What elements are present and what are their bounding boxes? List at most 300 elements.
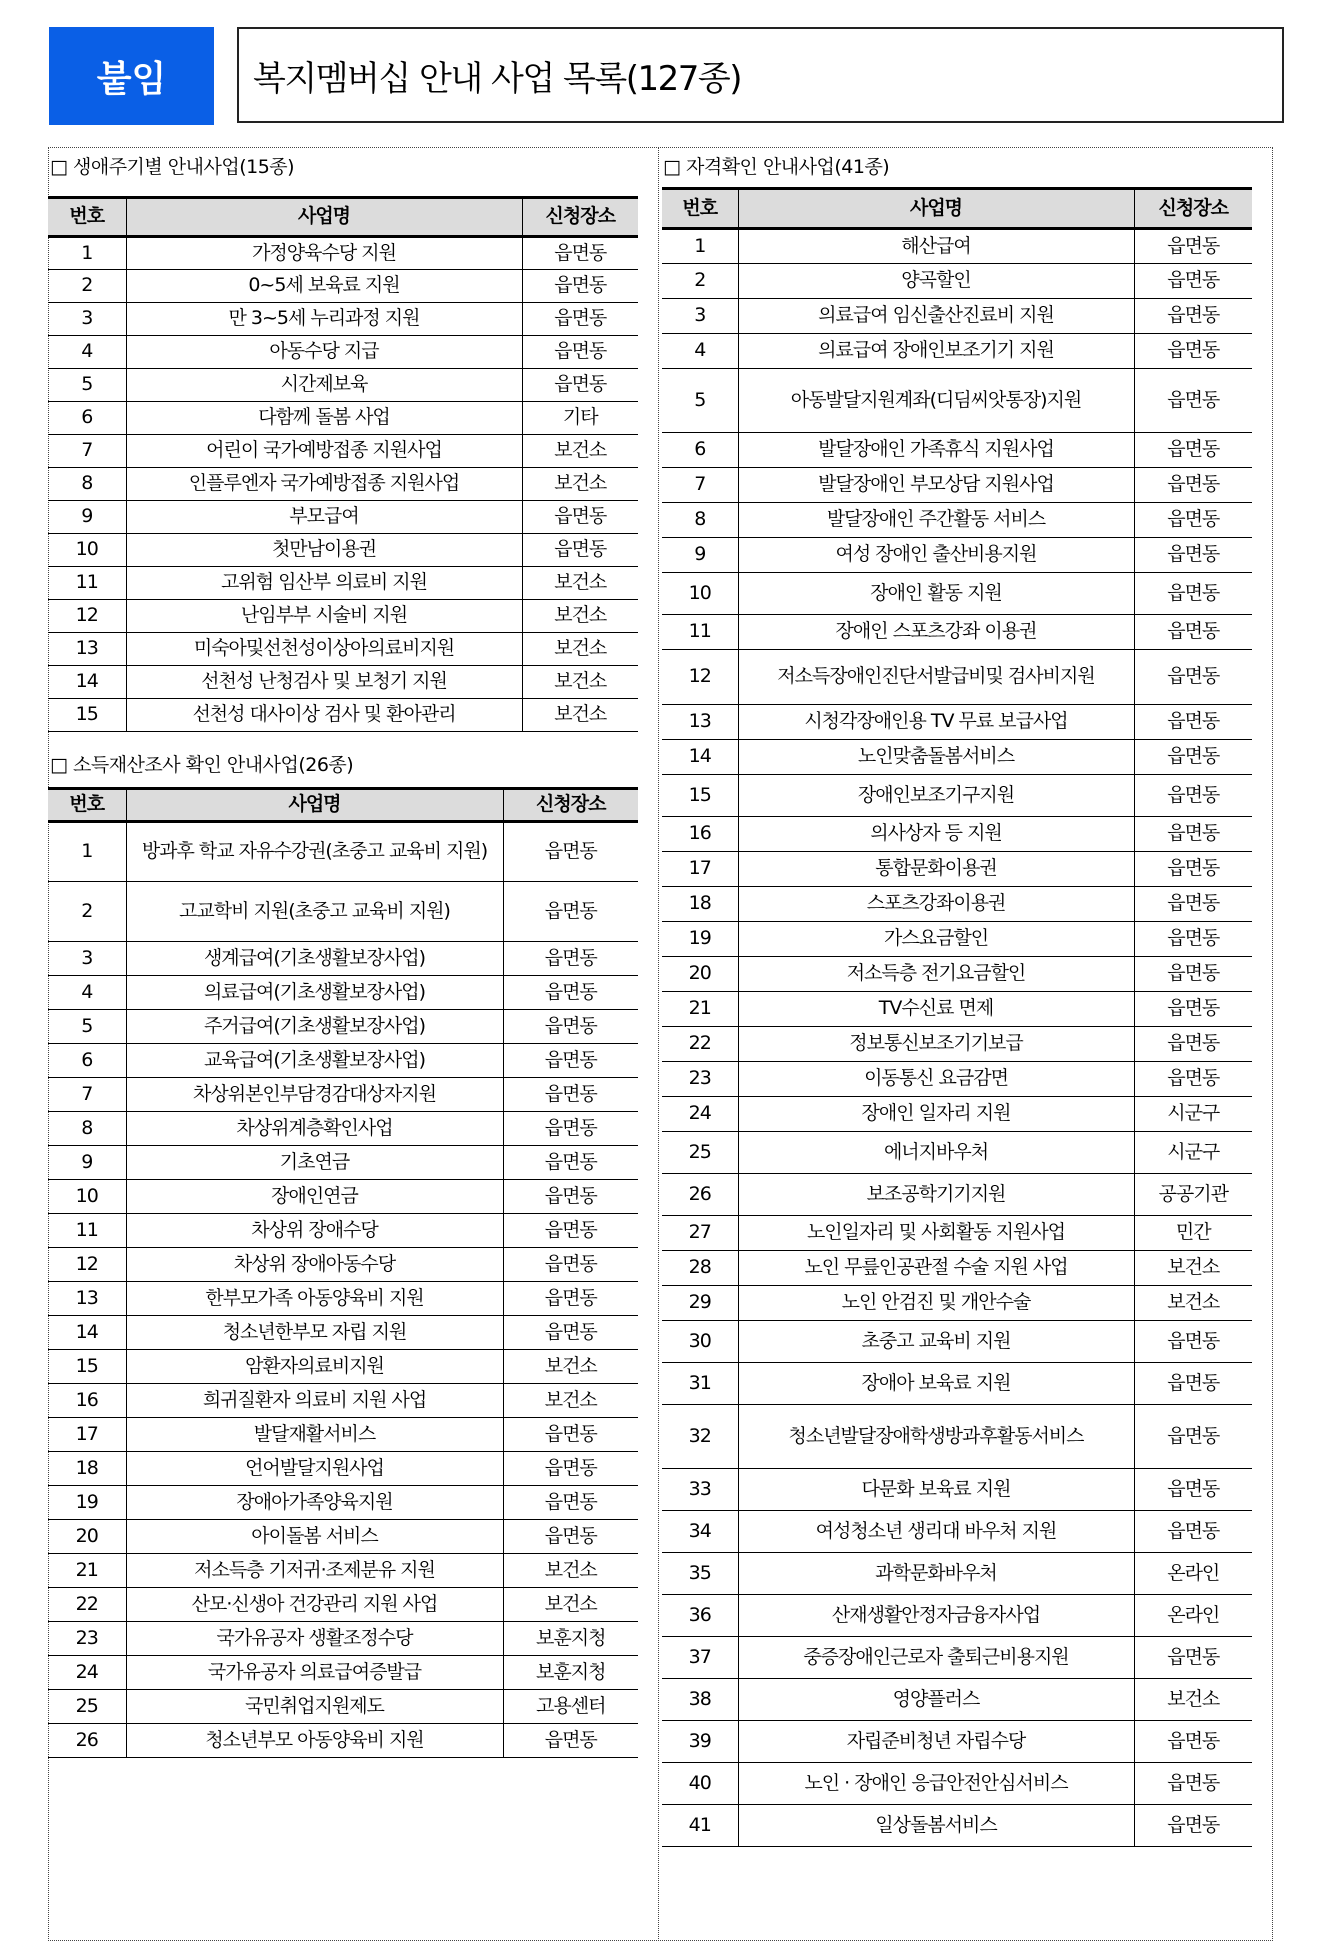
cell-name: 산모·신생아 건강관리 지원 사업 (126, 1588, 503, 1622)
table-row (48, 1384, 638, 1418)
table-row (48, 1350, 638, 1384)
cell-name: 난임부부 시술비 지원 (126, 600, 522, 633)
table-row (662, 1469, 1252, 1511)
cell-place: 보건소 (522, 435, 638, 468)
cell-place: 읍면동 (503, 1044, 638, 1078)
cell-name: 이동통신 요금감면 (738, 1062, 1134, 1097)
cell-no: 20 (48, 1520, 126, 1554)
cell-place: 읍면동 (1134, 229, 1252, 264)
cell-name: 여성 장애인 출산비용지원 (738, 538, 1134, 573)
table-row (48, 1044, 638, 1078)
cell-name: 노인 · 장애인 응급안전안심서비스 (738, 1763, 1134, 1805)
table-row (48, 468, 638, 501)
cell-place: 읍면동 (503, 1724, 638, 1758)
cell-place: 읍면동 (503, 1452, 638, 1486)
cell-name: 해산급여 (738, 229, 1134, 264)
cell-name: 아이돌봄 서비스 (126, 1520, 503, 1554)
table-row (48, 237, 638, 270)
cell-name: TV수신료 면제 (738, 992, 1134, 1027)
cell-no: 34 (662, 1511, 738, 1553)
table-row (48, 1214, 638, 1248)
cell-no: 4 (662, 334, 738, 369)
cell-place: 읍면동 (1134, 1363, 1252, 1405)
cell-no: 13 (48, 633, 126, 666)
income-table (48, 787, 638, 1758)
table-row (48, 666, 638, 699)
cell-name: 한부모가족 아동양육비 지원 (126, 1282, 503, 1316)
cell-name: 장애인 활동 지원 (738, 573, 1134, 615)
cell-name: 기초연금 (126, 1146, 503, 1180)
cell-place: 읍면동 (1134, 705, 1252, 740)
cell-no: 22 (48, 1588, 126, 1622)
cell-place: 고용센터 (503, 1690, 638, 1724)
cell-place: 보건소 (522, 633, 638, 666)
cell-place: 읍면동 (522, 270, 638, 303)
cell-name: 영양플러스 (738, 1679, 1134, 1721)
cell-place: 읍면동 (522, 501, 638, 534)
table-row (662, 1321, 1252, 1363)
table-row (662, 229, 1252, 264)
table-row (662, 775, 1252, 817)
cell-place: 보훈지청 (503, 1656, 638, 1690)
cell-place: 읍면동 (503, 1248, 638, 1282)
table-row (662, 369, 1252, 433)
table-row (48, 501, 638, 534)
cell-place: 보건소 (522, 567, 638, 600)
table-row (48, 1248, 638, 1282)
cell-no: 1 (48, 822, 126, 882)
cell-name: 의료급여 장애인보조기기 지원 (738, 334, 1134, 369)
cell-no: 14 (48, 1316, 126, 1350)
cell-no: 10 (662, 573, 738, 615)
table-row (662, 1363, 1252, 1405)
cell-no: 26 (662, 1174, 738, 1216)
cell-no: 14 (662, 740, 738, 775)
table-row (48, 1146, 638, 1180)
cell-place: 읍면동 (503, 976, 638, 1010)
cell-name: 방과후 학교 자유수강권(초중고 교육비 지원) (126, 822, 503, 882)
cell-name: 암환자의료비지원 (126, 1350, 503, 1384)
cell-name: 장애인 스포츠강좌 이용권 (738, 615, 1134, 650)
cell-no: 20 (662, 957, 738, 992)
table-row (662, 299, 1252, 334)
cell-no: 15 (662, 775, 738, 817)
cell-no: 6 (662, 433, 738, 468)
table-row (48, 600, 638, 633)
table-row (662, 1286, 1252, 1321)
cell-place: 보건소 (1134, 1679, 1252, 1721)
cell-place: 읍면동 (1134, 573, 1252, 615)
table-row (48, 1690, 638, 1724)
cell-place: 보건소 (1134, 1286, 1252, 1321)
cell-place: 민간 (1134, 1216, 1252, 1251)
cell-place: 읍면동 (1134, 1321, 1252, 1363)
cell-place: 읍면동 (503, 1214, 638, 1248)
table-row (48, 633, 638, 666)
cell-no: 16 (48, 1384, 126, 1418)
cell-no: 6 (48, 1044, 126, 1078)
cell-name: 다함께 돌봄 사업 (126, 402, 522, 435)
cell-no: 5 (48, 1010, 126, 1044)
table-row (48, 882, 638, 942)
col-header-no: 번호 (48, 198, 126, 237)
table-row (662, 1679, 1252, 1721)
column-divider (658, 147, 659, 1941)
table-row (48, 1112, 638, 1146)
cell-place: 읍면동 (503, 1180, 638, 1214)
cell-no: 2 (662, 264, 738, 299)
cell-no: 7 (48, 435, 126, 468)
cell-place: 읍면동 (1134, 334, 1252, 369)
cell-place: 시군구 (1134, 1132, 1252, 1174)
cell-name: 양곡할인 (738, 264, 1134, 299)
cell-name: 청소년부모 아동양육비 지원 (126, 1724, 503, 1758)
cell-no: 36 (662, 1595, 738, 1637)
cell-place: 읍면동 (1134, 369, 1252, 433)
table-row (662, 615, 1252, 650)
col-header-place: 신청장소 (1134, 189, 1252, 229)
table-row (48, 942, 638, 976)
table-row (662, 817, 1252, 852)
cell-no: 21 (662, 992, 738, 1027)
cell-place: 읍면동 (1134, 433, 1252, 468)
cell-no: 24 (662, 1097, 738, 1132)
cell-no: 15 (48, 699, 126, 732)
cell-place: 읍면동 (522, 336, 638, 369)
table-row (48, 1078, 638, 1112)
cell-no: 23 (662, 1062, 738, 1097)
table-row (48, 1452, 638, 1486)
cell-name: 노인 안검진 및 개안수술 (738, 1286, 1134, 1321)
cell-place: 읍면동 (1134, 1721, 1252, 1763)
cell-name: 장애인 일자리 지원 (738, 1097, 1134, 1132)
cell-name: 노인일자리 및 사회활동 지원사업 (738, 1216, 1134, 1251)
table-row (662, 1763, 1252, 1805)
cell-name: 중증장애인근로자 출퇴근비용지원 (738, 1637, 1134, 1679)
cell-name: 시청각장애인용 TV 무료 보급사업 (738, 705, 1134, 740)
cell-name: 노인맞춤돌봄서비스 (738, 740, 1134, 775)
cell-name: 선천성 대사이상 검사 및 환아관리 (126, 699, 522, 732)
cell-name: 청소년한부모 자립 지원 (126, 1316, 503, 1350)
table-row (48, 822, 638, 882)
cell-place: 읍면동 (1134, 1027, 1252, 1062)
attachment-badge: 붙임 (49, 27, 214, 125)
cell-place: 보건소 (503, 1384, 638, 1418)
cell-name: 장애인보조기구지원 (738, 775, 1134, 817)
cell-name: 저소득장애인진단서발급비및 검사비지원 (738, 650, 1134, 705)
cell-name: 초중고 교육비 지원 (738, 1321, 1134, 1363)
col-header-name: 사업명 (738, 189, 1134, 229)
cell-place: 공공기관 (1134, 1174, 1252, 1216)
cell-name: 의사상자 등 지원 (738, 817, 1134, 852)
table-row (662, 1405, 1252, 1469)
cell-no: 35 (662, 1553, 738, 1595)
cell-place: 읍면동 (1134, 1062, 1252, 1097)
cell-name: 아동발달지원계좌(디딤씨앗통장)지원 (738, 369, 1134, 433)
table-row (662, 1062, 1252, 1097)
table-row (662, 1553, 1252, 1595)
table-row (48, 1180, 638, 1214)
cell-name: 미숙아및선천성이상아의료비지원 (126, 633, 522, 666)
cell-no: 21 (48, 1554, 126, 1588)
table-row (48, 1010, 638, 1044)
cell-place: 읍면동 (1134, 1637, 1252, 1679)
cell-place: 읍면동 (503, 1316, 638, 1350)
cell-place: 읍면동 (1134, 775, 1252, 817)
cell-no: 39 (662, 1721, 738, 1763)
cell-no: 40 (662, 1763, 738, 1805)
cell-place: 읍면동 (503, 1282, 638, 1316)
table-row (662, 1637, 1252, 1679)
cell-name: 노인 무릎인공관절 수술 지원 사업 (738, 1251, 1134, 1286)
cell-no: 30 (662, 1321, 738, 1363)
cell-name: 저소득층 기저귀·조제분유 지원 (126, 1554, 503, 1588)
cell-place: 읍면동 (1134, 922, 1252, 957)
cell-name: 발달재활서비스 (126, 1418, 503, 1452)
cell-no: 12 (662, 650, 738, 705)
cell-name: 일상돌봄서비스 (738, 1805, 1134, 1847)
cell-no: 8 (48, 1112, 126, 1146)
cell-name: 발달장애인 주간활동 서비스 (738, 503, 1134, 538)
cell-name: 부모급여 (126, 501, 522, 534)
cell-name: 정보통신보조기기보급 (738, 1027, 1134, 1062)
table-row (48, 402, 638, 435)
cell-name: 산재생활안정자금융자사업 (738, 1595, 1134, 1637)
cell-name: 장애아가족양육지원 (126, 1486, 503, 1520)
cell-name: 다문화 보육료 지원 (738, 1469, 1134, 1511)
table-row (662, 503, 1252, 538)
cell-name: 고위험 임산부 의료비 지원 (126, 567, 522, 600)
page-title-text: 복지멤버십 안내 사업 목록(127종) (253, 58, 741, 99)
table-row (48, 303, 638, 336)
cell-place: 읍면동 (503, 1010, 638, 1044)
cell-place: 읍면동 (1134, 1511, 1252, 1553)
cell-place: 보건소 (503, 1588, 638, 1622)
cell-name: 장애인연금 (126, 1180, 503, 1214)
cell-name: 에너지바우처 (738, 1132, 1134, 1174)
cell-place: 읍면동 (503, 1520, 638, 1554)
cell-no: 8 (48, 468, 126, 501)
cell-no: 13 (662, 705, 738, 740)
cell-place: 보건소 (522, 666, 638, 699)
cell-name: 만 3~5세 누리과정 지원 (126, 303, 522, 336)
cell-no: 9 (662, 538, 738, 573)
cell-no: 12 (48, 1248, 126, 1282)
table-row (662, 887, 1252, 922)
cell-no: 38 (662, 1679, 738, 1721)
cell-no: 10 (48, 1180, 126, 1214)
table-row (48, 1316, 638, 1350)
cell-place: 읍면동 (503, 1112, 638, 1146)
cell-place: 읍면동 (522, 303, 638, 336)
table-row (662, 1721, 1252, 1763)
cell-name: 의료급여 임신출산진료비 지원 (738, 299, 1134, 334)
cell-place: 읍면동 (503, 882, 638, 942)
table-row (662, 1805, 1252, 1847)
cell-no: 31 (662, 1363, 738, 1405)
cell-name: 장애아 보육료 지원 (738, 1363, 1134, 1405)
cell-name: 시간제보육 (126, 369, 522, 402)
cell-no: 15 (48, 1350, 126, 1384)
cell-no: 17 (662, 852, 738, 887)
cell-no: 3 (662, 299, 738, 334)
cell-no: 24 (48, 1656, 126, 1690)
cell-place: 읍면동 (1134, 817, 1252, 852)
cell-name: 스포츠강좌이용권 (738, 887, 1134, 922)
table-row (48, 1724, 638, 1758)
cell-place: 읍면동 (1134, 468, 1252, 503)
table-row (662, 1174, 1252, 1216)
col-header-place: 신청장소 (522, 198, 638, 237)
cell-place: 읍면동 (503, 1486, 638, 1520)
cell-no: 5 (662, 369, 738, 433)
cell-place: 읍면동 (1134, 1405, 1252, 1469)
cell-no: 22 (662, 1027, 738, 1062)
table-row (48, 1418, 638, 1452)
cell-name: 첫만남이용권 (126, 534, 522, 567)
cell-place: 보건소 (522, 468, 638, 501)
cell-no: 32 (662, 1405, 738, 1469)
section-title-lifecycle: □ 생애주기별 안내사업(15종) (50, 156, 295, 178)
col-header-name: 사업명 (126, 789, 503, 822)
cell-no: 7 (48, 1078, 126, 1112)
cell-name: 저소득층 전기요금할인 (738, 957, 1134, 992)
cell-no: 10 (48, 534, 126, 567)
table-row (662, 264, 1252, 299)
cell-name: 차상위 장애아동수당 (126, 1248, 503, 1282)
cell-place: 온라인 (1134, 1553, 1252, 1595)
cell-place: 읍면동 (1134, 957, 1252, 992)
cell-no: 9 (48, 1146, 126, 1180)
table-row (662, 468, 1252, 503)
cell-no: 4 (48, 336, 126, 369)
cell-name: 과학문화바우처 (738, 1553, 1134, 1595)
table-row (662, 957, 1252, 992)
cell-name: 국가유공자 생활조정수당 (126, 1622, 503, 1656)
table-row (662, 922, 1252, 957)
cell-place: 보훈지청 (503, 1622, 638, 1656)
cell-name: 가정양육수당 지원 (126, 237, 522, 270)
cell-name: 차상위계층확인사업 (126, 1112, 503, 1146)
cell-place: 보건소 (522, 600, 638, 633)
table-row (662, 650, 1252, 705)
table-row (48, 1486, 638, 1520)
cell-no: 3 (48, 942, 126, 976)
cell-no: 11 (48, 1214, 126, 1248)
cell-name: 자립준비청년 자립수당 (738, 1721, 1134, 1763)
cell-name: 차상위 장애수당 (126, 1214, 503, 1248)
col-header-name: 사업명 (126, 198, 522, 237)
cell-name: 여성청소년 생리대 바우처 지원 (738, 1511, 1134, 1553)
cell-place: 읍면동 (1134, 538, 1252, 573)
table-row (48, 534, 638, 567)
cell-place: 읍면동 (1134, 264, 1252, 299)
table-row (48, 336, 638, 369)
table-row (662, 705, 1252, 740)
table-row (662, 1216, 1252, 1251)
table-row (662, 334, 1252, 369)
cell-no: 2 (48, 882, 126, 942)
col-header-place: 신청장소 (503, 789, 638, 822)
cell-no: 9 (48, 501, 126, 534)
table-row (662, 1132, 1252, 1174)
cell-no: 25 (48, 1690, 126, 1724)
cell-place: 읍면동 (503, 1146, 638, 1180)
table-row (662, 1511, 1252, 1553)
cell-name: 가스요금할인 (738, 922, 1134, 957)
cell-no: 7 (662, 468, 738, 503)
cell-no: 13 (48, 1282, 126, 1316)
col-header-no: 번호 (662, 189, 738, 229)
cell-name: 보조공학기기지원 (738, 1174, 1134, 1216)
cell-place: 읍면동 (1134, 615, 1252, 650)
cell-place: 읍면동 (522, 237, 638, 270)
table-row (662, 740, 1252, 775)
cell-place: 읍면동 (503, 942, 638, 976)
cell-no: 3 (48, 303, 126, 336)
table-row (48, 1282, 638, 1316)
cell-no: 26 (48, 1724, 126, 1758)
cell-place: 읍면동 (1134, 650, 1252, 705)
table-row (662, 573, 1252, 615)
table-row (48, 1520, 638, 1554)
table-row (662, 538, 1252, 573)
cell-no: 18 (662, 887, 738, 922)
cell-place: 읍면동 (503, 1418, 638, 1452)
cell-name: 언어발달지원사업 (126, 1452, 503, 1486)
cell-place: 읍면동 (1134, 1763, 1252, 1805)
cell-name: 통합문화이용권 (738, 852, 1134, 887)
cell-name: 차상위본인부담경감대상자지원 (126, 1078, 503, 1112)
cell-name: 발달장애인 가족휴식 지원사업 (738, 433, 1134, 468)
table-row (48, 435, 638, 468)
section-title-eligibility: □ 자격확인 안내사업(41종) (663, 156, 890, 178)
cell-name: 어린이 국가예방접종 지원사업 (126, 435, 522, 468)
table-row (48, 976, 638, 1010)
table-row (662, 1097, 1252, 1132)
cell-place: 읍면동 (1134, 1805, 1252, 1847)
cell-name: 고교학비 지원(초중고 교육비 지원) (126, 882, 503, 942)
cell-no: 8 (662, 503, 738, 538)
cell-place: 읍면동 (1134, 992, 1252, 1027)
cell-name: 생계급여(기초생활보장사업) (126, 942, 503, 976)
cell-name: 아동수당 지급 (126, 336, 522, 369)
table-row (48, 567, 638, 600)
table-row (48, 369, 638, 402)
cell-name: 교육급여(기초생활보장사업) (126, 1044, 503, 1078)
cell-name: 청소년발달장애학생방과후활동서비스 (738, 1405, 1134, 1469)
cell-place: 읍면동 (1134, 887, 1252, 922)
cell-place: 읍면동 (1134, 503, 1252, 538)
cell-name: 국민취업지원제도 (126, 1690, 503, 1724)
cell-place: 보건소 (503, 1554, 638, 1588)
cell-place: 보건소 (522, 699, 638, 732)
cell-place: 온라인 (1134, 1595, 1252, 1637)
cell-name: 선천성 난청검사 및 보청기 지원 (126, 666, 522, 699)
cell-no: 33 (662, 1469, 738, 1511)
cell-no: 16 (662, 817, 738, 852)
cell-name: 의료급여(기초생활보장사업) (126, 976, 503, 1010)
cell-no: 14 (48, 666, 126, 699)
cell-place: 읍면동 (522, 534, 638, 567)
table-row (662, 433, 1252, 468)
cell-place: 보건소 (503, 1350, 638, 1384)
cell-place: 읍면동 (1134, 740, 1252, 775)
cell-place: 읍면동 (1134, 299, 1252, 334)
cell-no: 41 (662, 1805, 738, 1847)
table-row (662, 1027, 1252, 1062)
cell-name: 인플루엔자 국가예방접종 지원사업 (126, 468, 522, 501)
